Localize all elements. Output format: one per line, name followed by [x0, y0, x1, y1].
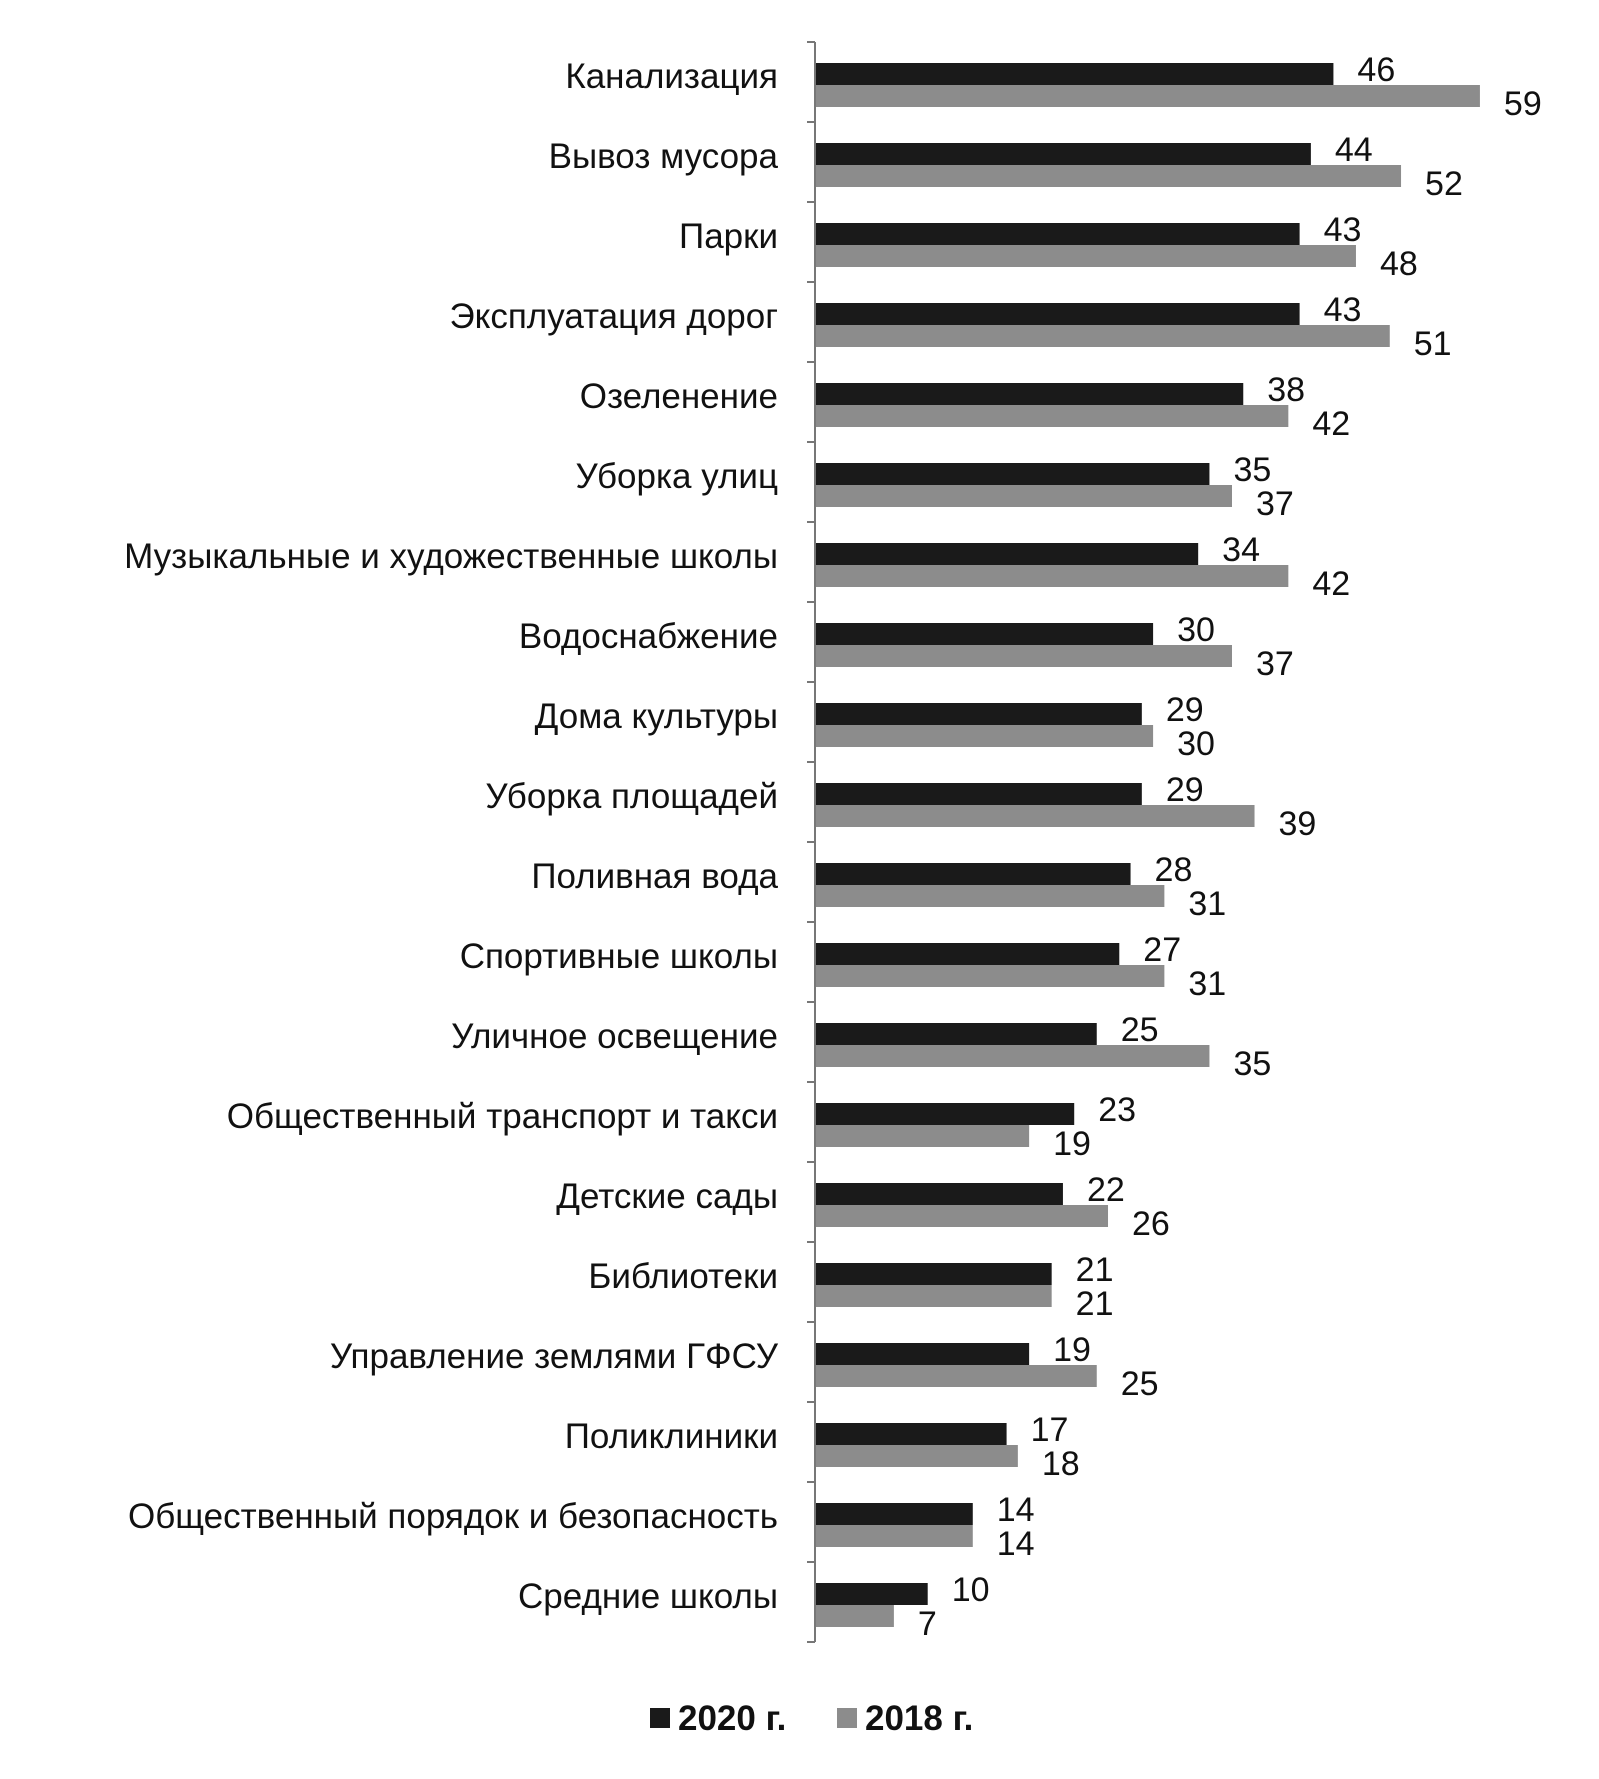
value-label-2018: 31 — [1188, 885, 1227, 923]
category-label: Общественный порядок и безопасность — [127, 1497, 778, 1536]
value-label-2020: 10 — [951, 1571, 990, 1609]
value-label-2018: 26 — [1132, 1205, 1170, 1243]
bar-2020 — [815, 1423, 1007, 1445]
value-label-2018: 51 — [1413, 325, 1452, 363]
value-label-2020: 19 — [1053, 1331, 1091, 1369]
category-label: Библиотеки — [588, 1257, 778, 1296]
value-label-2020: 25 — [1120, 1011, 1159, 1049]
value-label-2018: 19 — [1053, 1125, 1091, 1163]
bar-2018 — [815, 405, 1288, 427]
category-label: Эксплуатация дорог — [449, 297, 778, 336]
value-label-2018: 35 — [1233, 1045, 1272, 1083]
value-label-2018: 42 — [1312, 405, 1351, 443]
bar-2020 — [815, 1583, 928, 1605]
category-label: Средние школы — [518, 1577, 778, 1616]
bar-2018 — [815, 645, 1232, 667]
bar-2020 — [815, 1183, 1063, 1205]
value-label-2018: 30 — [1177, 725, 1215, 763]
bar-2018 — [815, 245, 1356, 267]
value-label-2020: 43 — [1323, 211, 1362, 249]
bar-2018 — [815, 1125, 1029, 1147]
category-label: Канализация — [565, 57, 778, 96]
bar-2020 — [815, 1103, 1074, 1125]
value-label-2020: 30 — [1177, 611, 1215, 649]
category-label: Дома культуры — [534, 697, 778, 736]
bar-2020 — [815, 1343, 1029, 1365]
category-label: Водоснабжение — [518, 617, 778, 656]
bar-2020 — [815, 223, 1300, 245]
value-label-2020: 38 — [1267, 371, 1306, 409]
bar-2018 — [815, 885, 1164, 907]
legend-swatch-2020 — [650, 1708, 670, 1728]
category-label: Уборка площадей — [485, 777, 778, 816]
bar-2018 — [815, 1445, 1018, 1467]
bar-2018 — [815, 1605, 894, 1627]
bar-2018 — [815, 325, 1390, 347]
bar-2020 — [815, 1503, 973, 1525]
bar-2018 — [815, 565, 1288, 587]
value-label-2020: 29 — [1165, 691, 1204, 729]
bar-2020 — [815, 1023, 1097, 1045]
category-label: Вывоз мусора — [548, 137, 778, 176]
bar-2018 — [815, 485, 1232, 507]
value-label-2020: 34 — [1222, 531, 1261, 569]
bar-2018 — [815, 725, 1153, 747]
legend-swatch-2018 — [837, 1708, 857, 1728]
bar-2020 — [815, 143, 1311, 165]
category-label: Общественный транспорт и такси — [226, 1097, 778, 1136]
value-label-2020: 27 — [1143, 931, 1182, 969]
legend — [650, 1699, 973, 1738]
bar-2020 — [815, 543, 1198, 565]
bar-2018 — [815, 1285, 1052, 1307]
value-label-2018: 48 — [1379, 245, 1418, 283]
bar-2018 — [815, 165, 1401, 187]
bar-2020 — [815, 1263, 1052, 1285]
value-label-2020: 21 — [1075, 1251, 1114, 1289]
value-label-2018: 52 — [1425, 165, 1463, 203]
value-label-2018: 59 — [1503, 85, 1542, 123]
value-label-2018: 21 — [1075, 1285, 1114, 1323]
category-label: Озеленение — [579, 377, 778, 416]
legend-label-2018: 2018 г. — [865, 1699, 974, 1738]
bar-2020 — [815, 783, 1142, 805]
category-label: Уборка улиц — [575, 457, 778, 496]
y-axis — [807, 42, 815, 1642]
category-label: Управление землями ГФСУ — [329, 1337, 778, 1376]
category-labels — [124, 57, 779, 1616]
value-label-2018: 37 — [1255, 645, 1294, 683]
value-label-2018: 31 — [1188, 965, 1227, 1003]
category-label: Парки — [679, 217, 778, 256]
bar-2020 — [815, 943, 1119, 965]
bar-2020 — [815, 383, 1243, 405]
bar-2020 — [815, 863, 1131, 885]
value-label-2020: 14 — [996, 1491, 1035, 1529]
bar-2018 — [815, 1205, 1108, 1227]
value-label-2020: 43 — [1323, 291, 1362, 329]
value-label-2018: 37 — [1255, 485, 1294, 523]
bar-2020 — [815, 623, 1153, 645]
bar-2020 — [815, 703, 1142, 725]
bar-2020 — [815, 63, 1333, 85]
value-label-2020: 23 — [1098, 1091, 1137, 1129]
bar-2020 — [815, 303, 1300, 325]
value-label-2020: 46 — [1357, 51, 1396, 89]
value-label-2020: 29 — [1165, 771, 1204, 809]
value-label-2018: 7 — [917, 1605, 937, 1643]
value-label-2020: 28 — [1154, 851, 1193, 889]
value-label-2020: 44 — [1334, 131, 1373, 169]
category-label: Поликлиники — [564, 1417, 778, 1456]
bar-2020 — [815, 463, 1209, 485]
category-label: Музыкальные и художественные школы — [124, 537, 778, 576]
value-label-2020: 17 — [1030, 1411, 1069, 1449]
category-label: Уличное освещение — [451, 1017, 778, 1056]
value-label-2018: 14 — [996, 1525, 1035, 1563]
category-label: Спортивные школы — [459, 937, 778, 976]
value-label-2018: 25 — [1120, 1365, 1159, 1403]
value-label-2020: 22 — [1086, 1171, 1125, 1209]
category-label: Детские сады — [556, 1177, 778, 1216]
bar-2018 — [815, 965, 1164, 987]
bar-2018 — [815, 1525, 973, 1547]
legend-label-2020: 2020 г. — [678, 1699, 787, 1738]
value-label-2018: 18 — [1041, 1445, 1080, 1483]
category-label: Поливная вода — [531, 857, 778, 896]
value-label-2018: 42 — [1312, 565, 1351, 603]
value-label-2018: 39 — [1278, 805, 1317, 843]
value-labels — [918, 51, 1542, 1643]
value-label-2020: 35 — [1233, 451, 1272, 489]
